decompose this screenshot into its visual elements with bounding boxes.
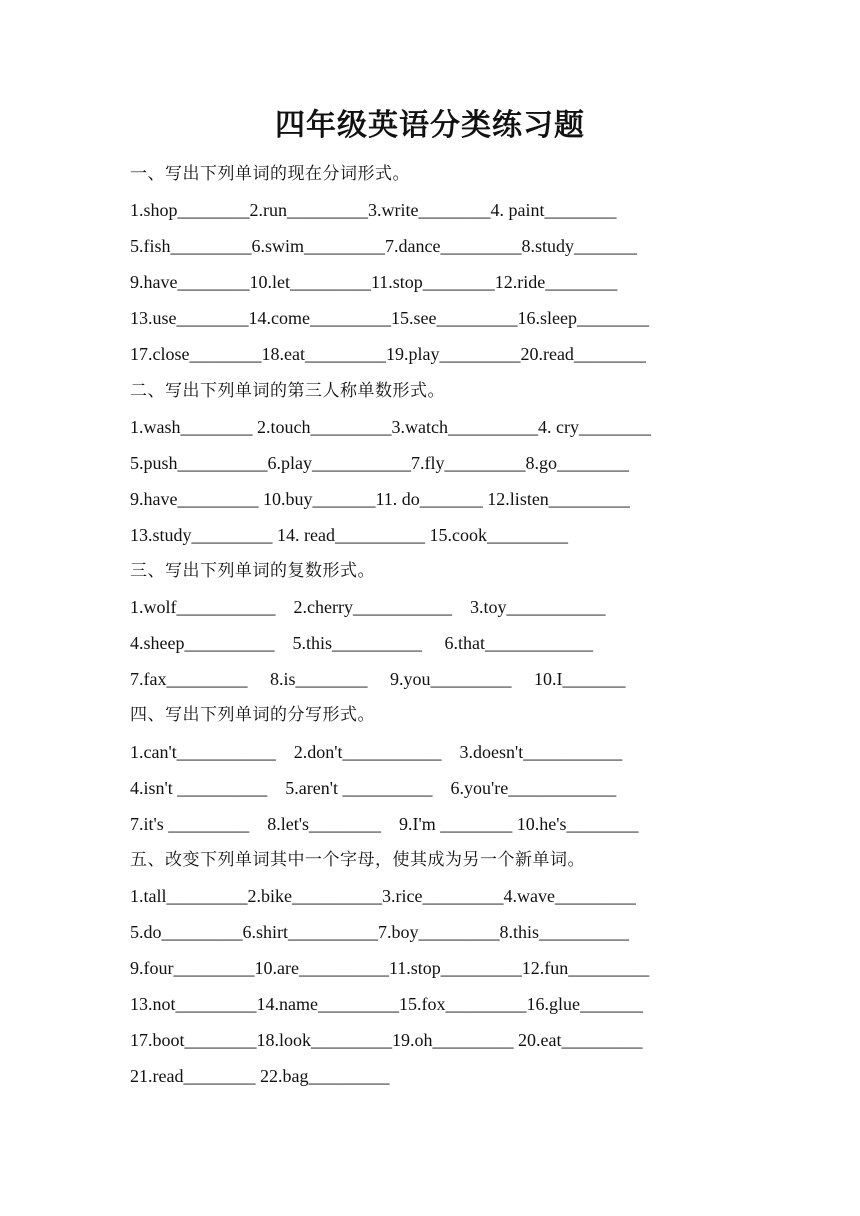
exercise-line: 7.it's _________ 8.let's________ 9.I'm ________ 10.he's________ <box>130 813 639 834</box>
exercise-line: 1.wolf___________ 2.cherry___________ 3.toy___________ <box>130 597 606 618</box>
exercise-line: 4.isn't __________ 5.aren't __________ 6.you're____________ <box>130 777 617 798</box>
exercise-line: 21.read________ 22.bag_________ <box>130 1066 390 1087</box>
exercise-line: 5.fish_________6.swim_________7.dance_________8.study_______ <box>130 236 637 257</box>
exercise-line: 7.fax_________ 8.is________ 9.you_________ 10.I_______ <box>130 669 626 690</box>
worksheet-content <box>130 156 750 1094</box>
exercise-line: 9.four_________10.are__________11.stop_________12.fun_________ <box>130 958 650 979</box>
section-heading: 二、写出下列单词的第三人称单数形式。 <box>130 380 445 401</box>
exercise-line: 9.have_________ 10.buy_______11. do_______ 12.listen_________ <box>130 488 630 509</box>
exercise-line: 1.shop________2.run_________3.write________4. paint________ <box>130 200 617 221</box>
section-heading: 四、写出下列单词的分写形式。 <box>130 705 375 726</box>
exercise-line: 1.wash________ 2.touch_________3.watch__________4. cry________ <box>130 416 651 437</box>
exercise-line: 1.tall_________2.bike__________3.rice_________4.wave_________ <box>130 885 636 906</box>
exercise-line: 5.push__________6.play___________7.fly_________8.go________ <box>130 452 629 473</box>
section-heading: 三、写出下列单词的复数形式。 <box>130 561 375 582</box>
exercise-line: 5.do_________6.shirt__________7.boy_________8.this__________ <box>130 921 630 942</box>
exercise-line: 1.can't___________ 2.don't___________ 3.doesn't___________ <box>130 741 623 762</box>
exercise-line: 13.study_________ 14. read__________ 15.cook_________ <box>130 524 568 545</box>
exercise-line: 17.close________18.eat_________19.play_________20.read________ <box>130 344 646 365</box>
section-heading: 五、改变下列单词其中一个字母，使其成为另一个新单词。 <box>130 849 585 870</box>
exercise-line: 13.not_________14.name_________15.fox_________16.glue_______ <box>130 994 643 1015</box>
exercise-line: 9.have________10.let_________11.stop________12.ride________ <box>130 272 618 293</box>
exercise-line: 4.sheep__________ 5.this__________ 6.that____________ <box>130 633 593 654</box>
section-heading: 一、写出下列单词的现在分词形式。 <box>130 164 410 184</box>
worksheet-title: 四年级英语分类练习题 <box>275 108 585 143</box>
exercise-line: 13.use________14.come_________15.see_________16.sleep________ <box>130 308 649 329</box>
exercise-line: 17.boot________18.look_________19.oh_________ 20.eat_________ <box>130 1030 643 1051</box>
